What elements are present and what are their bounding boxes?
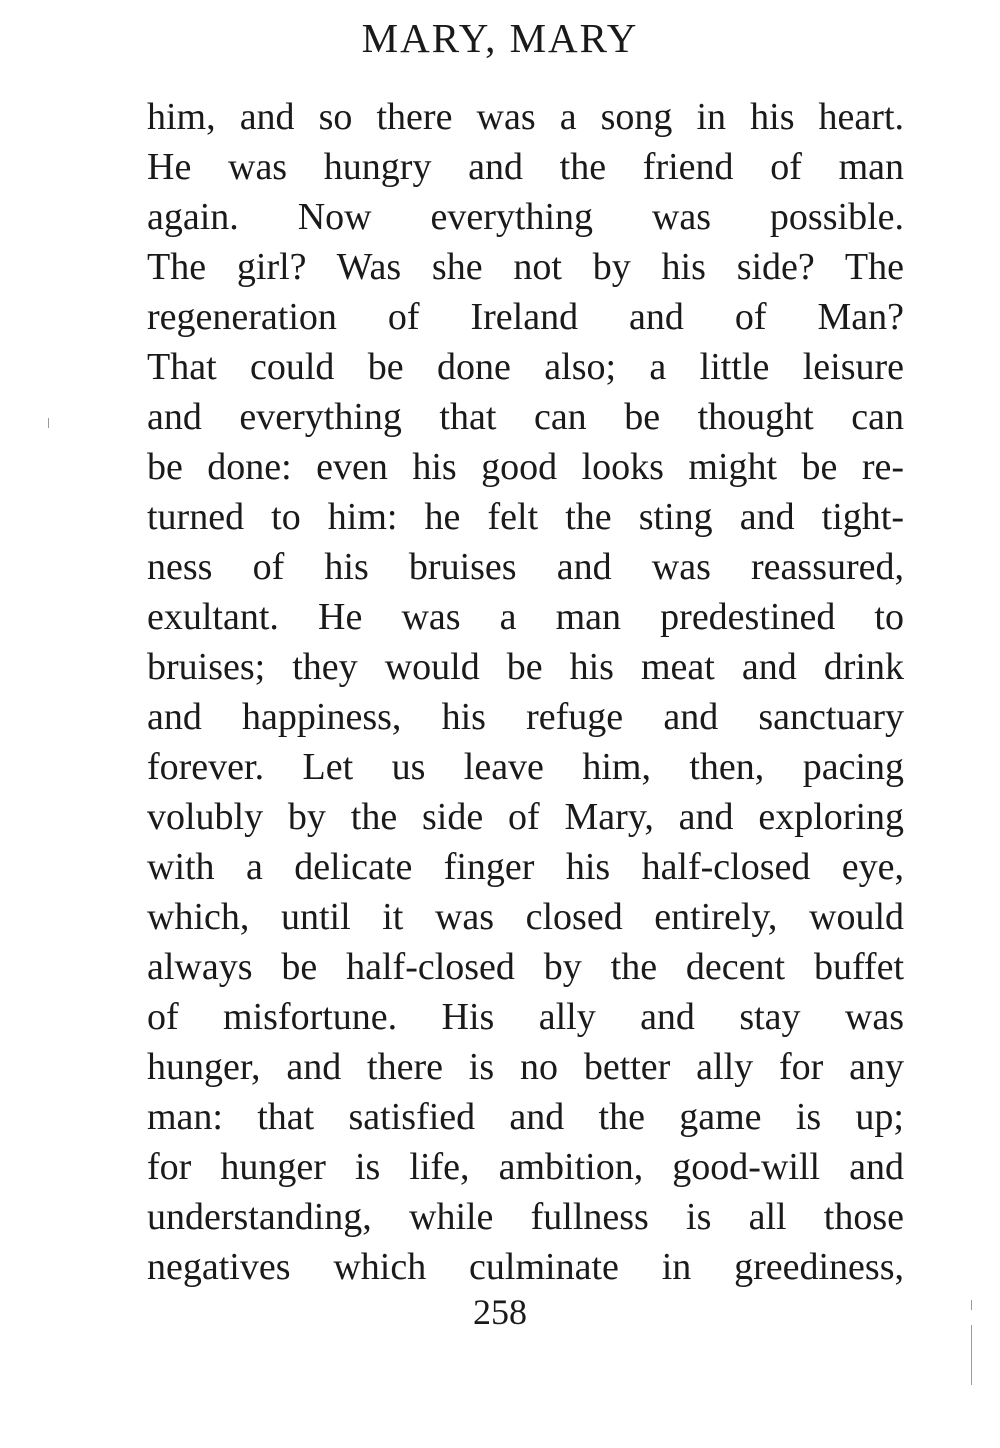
text-line: He was hungry and the friend of man xyxy=(147,146,904,188)
text-line: him, and so there was a song in his heart. xyxy=(147,96,904,138)
body-text xyxy=(147,92,904,1292)
text-line: of misfortune. His ally and stay was xyxy=(147,996,904,1038)
text-line: and everything that can be thought can xyxy=(147,396,904,438)
text-line: understanding, while fullness is all those xyxy=(147,1196,904,1238)
text-line: with a delicate finger his half-closed eye, xyxy=(147,846,904,888)
text-line: always be half-closed by the decent buffet xyxy=(147,946,904,988)
text-line: exultant. He was a man predestined to xyxy=(147,596,904,638)
text-line: negatives which culminate in greediness, xyxy=(147,1246,904,1288)
text-line: The girl? Was she not by his side? The xyxy=(147,246,904,288)
running-head: MARY, MARY xyxy=(361,15,639,61)
text-line: regeneration of Ireland and of Man? xyxy=(147,296,904,338)
text-line: be done: even his good looks might be re- xyxy=(147,446,904,488)
text-line: volubly by the side of Mary, and exploring xyxy=(147,796,904,838)
text-line: man: that satisfied and the game is up; xyxy=(147,1096,904,1138)
text-line: bruises; they would be his meat and drink xyxy=(147,646,904,688)
text-line: which, until it was closed entirely, would xyxy=(147,896,904,938)
text-line: hunger, and there is no better ally for any xyxy=(147,1046,904,1088)
scan-artifact xyxy=(48,418,49,428)
text-line: for hunger is life, ambition, good-will and xyxy=(147,1146,904,1188)
text-line: turned to him: he felt the sting and tight- xyxy=(147,496,904,538)
text-line: and happiness, his refuge and sanctuary xyxy=(147,696,904,738)
page-number: 258 xyxy=(473,1292,527,1332)
text-line: again. Now everything was possible. xyxy=(147,196,904,238)
text-line: ness of his bruises and was reassured, xyxy=(147,546,904,588)
text-line: forever. Let us leave him, then, pacing xyxy=(147,746,904,788)
scan-artifact xyxy=(971,1325,972,1385)
scan-artifact xyxy=(971,1300,972,1310)
text-line: That could be done also; a little leisure xyxy=(147,346,904,388)
